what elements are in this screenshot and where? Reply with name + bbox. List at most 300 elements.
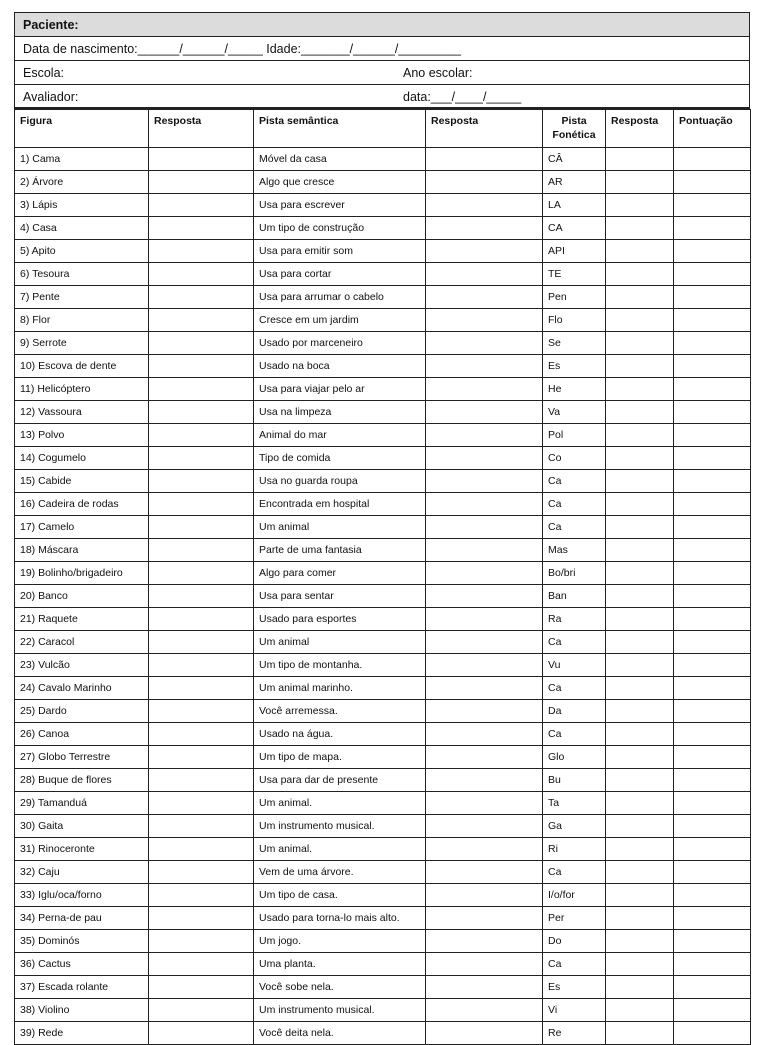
figure-cell: 39) Rede bbox=[15, 1022, 149, 1045]
semantic-cue-cell: Usado por marceneiro bbox=[254, 332, 426, 355]
table-row bbox=[15, 746, 751, 769]
response-2-cell[interactable] bbox=[426, 516, 543, 539]
semantic-cue-cell: Cresce em um jardim bbox=[254, 309, 426, 332]
semantic-cue-cell: Tipo de comida bbox=[254, 447, 426, 470]
response-1-cell[interactable] bbox=[149, 194, 254, 217]
response-2-cell[interactable] bbox=[426, 378, 543, 401]
response-1-cell[interactable] bbox=[149, 401, 254, 424]
patient-label: Paciente: bbox=[23, 18, 79, 32]
semantic-cue-cell: Um tipo de casa. bbox=[254, 884, 426, 907]
response-2-cell[interactable] bbox=[426, 447, 543, 470]
semantic-cue-cell: Encontrada em hospital bbox=[254, 493, 426, 516]
phonetic-cue-cell: Ga bbox=[543, 815, 606, 838]
figure-cell: 2) Árvore bbox=[15, 171, 149, 194]
response-2-cell[interactable] bbox=[426, 769, 543, 792]
response-1-cell[interactable] bbox=[149, 539, 254, 562]
response-2-cell[interactable] bbox=[426, 240, 543, 263]
semantic-cue-cell: Um instrumento musical. bbox=[254, 815, 426, 838]
response-2-cell[interactable] bbox=[426, 608, 543, 631]
response-3-cell[interactable] bbox=[606, 907, 674, 930]
semantic-cue-cell: Usa para dar de presente bbox=[254, 769, 426, 792]
table-row bbox=[15, 447, 751, 470]
phonetic-cue-cell: Ca bbox=[543, 631, 606, 654]
response-1-cell[interactable] bbox=[149, 585, 254, 608]
response-2-cell[interactable] bbox=[426, 148, 543, 171]
score-cell[interactable] bbox=[674, 516, 751, 539]
phonetic-cue-cell: Se bbox=[543, 332, 606, 355]
naming-test-table bbox=[14, 109, 751, 1045]
school-label: Escola: bbox=[23, 66, 64, 80]
response-3-cell[interactable] bbox=[606, 171, 674, 194]
figure-cell: 15) Cabide bbox=[15, 470, 149, 493]
table-row bbox=[15, 493, 751, 516]
response-2-cell[interactable] bbox=[426, 401, 543, 424]
school-year-label: Ano escolar: bbox=[403, 66, 473, 80]
response-3-cell[interactable] bbox=[606, 884, 674, 907]
figure-cell: 21) Raquete bbox=[15, 608, 149, 631]
phonetic-cue-cell: Es bbox=[543, 976, 606, 999]
semantic-cue-cell: Você deita nela. bbox=[254, 1022, 426, 1045]
response-3-cell[interactable] bbox=[606, 194, 674, 217]
response-1-cell[interactable] bbox=[149, 171, 254, 194]
response-3-cell[interactable] bbox=[606, 769, 674, 792]
score-cell[interactable] bbox=[674, 171, 751, 194]
score-cell[interactable] bbox=[674, 907, 751, 930]
phonetic-cue-cell: Co bbox=[543, 447, 606, 470]
score-cell[interactable] bbox=[674, 631, 751, 654]
figure-cell: 16) Cadeira de rodas bbox=[15, 493, 149, 516]
response-2-cell[interactable] bbox=[426, 585, 543, 608]
birthdate-row bbox=[15, 37, 749, 61]
phonetic-cue-cell: API bbox=[543, 240, 606, 263]
table-row bbox=[15, 585, 751, 608]
response-3-cell[interactable] bbox=[606, 516, 674, 539]
score-cell[interactable] bbox=[674, 355, 751, 378]
date-label: data:___/____/_____ bbox=[403, 90, 522, 104]
semantic-cue-cell: Usa na limpeza bbox=[254, 401, 426, 424]
score-cell[interactable] bbox=[674, 930, 751, 953]
semantic-cue-cell: Um animal bbox=[254, 631, 426, 654]
response-3-cell[interactable] bbox=[606, 401, 674, 424]
score-cell[interactable] bbox=[674, 286, 751, 309]
table-row bbox=[15, 769, 751, 792]
response-1-cell[interactable] bbox=[149, 723, 254, 746]
table-row bbox=[15, 309, 751, 332]
response-1-cell[interactable] bbox=[149, 700, 254, 723]
table-row bbox=[15, 976, 751, 999]
response-2-cell[interactable] bbox=[426, 930, 543, 953]
figure-cell: 27) Globo Terrestre bbox=[15, 746, 149, 769]
semantic-cue-cell: Usa no guarda roupa bbox=[254, 470, 426, 493]
response-3-cell[interactable] bbox=[606, 447, 674, 470]
col-header-response-3: Resposta bbox=[606, 110, 674, 148]
figure-cell: 26) Canoa bbox=[15, 723, 149, 746]
response-1-cell[interactable] bbox=[149, 769, 254, 792]
figure-cell: 4) Casa bbox=[15, 217, 149, 240]
score-cell[interactable] bbox=[674, 654, 751, 677]
semantic-cue-cell: Uma planta. bbox=[254, 953, 426, 976]
response-1-cell[interactable] bbox=[149, 424, 254, 447]
semantic-cue-cell: Usado para torna-lo mais alto. bbox=[254, 907, 426, 930]
score-cell[interactable] bbox=[674, 1022, 751, 1045]
col-header-figure: Figura bbox=[15, 110, 149, 148]
figure-cell: 34) Perna-de pau bbox=[15, 907, 149, 930]
table-row bbox=[15, 263, 751, 286]
response-2-cell[interactable] bbox=[426, 332, 543, 355]
score-cell[interactable] bbox=[674, 999, 751, 1022]
response-3-cell[interactable] bbox=[606, 999, 674, 1022]
table-row bbox=[15, 930, 751, 953]
score-cell[interactable] bbox=[674, 746, 751, 769]
phonetic-cue-cell: Mas bbox=[543, 539, 606, 562]
response-2-cell[interactable] bbox=[426, 999, 543, 1022]
response-1-cell[interactable] bbox=[149, 470, 254, 493]
response-3-cell[interactable] bbox=[606, 930, 674, 953]
response-2-cell[interactable] bbox=[426, 677, 543, 700]
response-2-cell[interactable] bbox=[426, 976, 543, 999]
response-2-cell[interactable] bbox=[426, 815, 543, 838]
response-1-cell[interactable] bbox=[149, 263, 254, 286]
response-1-cell[interactable] bbox=[149, 792, 254, 815]
phonetic-cue-cell: Ca bbox=[543, 516, 606, 539]
response-1-cell[interactable] bbox=[149, 884, 254, 907]
response-2-cell[interactable] bbox=[426, 217, 543, 240]
score-cell[interactable] bbox=[674, 470, 751, 493]
figure-cell: 12) Vassoura bbox=[15, 401, 149, 424]
response-1-cell[interactable] bbox=[149, 654, 254, 677]
table-row bbox=[15, 884, 751, 907]
figure-cell: 31) Rinoceronte bbox=[15, 838, 149, 861]
phonetic-cue-cell: TE bbox=[543, 263, 606, 286]
table-row bbox=[15, 723, 751, 746]
response-3-cell[interactable] bbox=[606, 815, 674, 838]
response-3-cell[interactable] bbox=[606, 861, 674, 884]
figure-cell: 30) Gaita bbox=[15, 815, 149, 838]
evaluator-label: Avaliador: bbox=[23, 90, 79, 104]
figure-cell: 35) Dominós bbox=[15, 930, 149, 953]
score-cell[interactable] bbox=[674, 148, 751, 171]
table-row bbox=[15, 861, 751, 884]
response-3-cell[interactable] bbox=[606, 562, 674, 585]
score-cell[interactable] bbox=[674, 378, 751, 401]
response-2-cell[interactable] bbox=[426, 723, 543, 746]
response-1-cell[interactable] bbox=[149, 1022, 254, 1045]
response-3-cell[interactable] bbox=[606, 332, 674, 355]
figure-cell: 38) Violino bbox=[15, 999, 149, 1022]
table-row bbox=[15, 792, 751, 815]
response-2-cell[interactable] bbox=[426, 355, 543, 378]
score-cell[interactable] bbox=[674, 884, 751, 907]
semantic-cue-cell: Um tipo de mapa. bbox=[254, 746, 426, 769]
figure-cell: 28) Buque de flores bbox=[15, 769, 149, 792]
score-cell[interactable] bbox=[674, 194, 751, 217]
response-2-cell[interactable] bbox=[426, 309, 543, 332]
phonetic-cue-cell: I/o/for bbox=[543, 884, 606, 907]
score-cell[interactable] bbox=[674, 700, 751, 723]
score-cell[interactable] bbox=[674, 677, 751, 700]
score-cell[interactable] bbox=[674, 723, 751, 746]
response-3-cell[interactable] bbox=[606, 309, 674, 332]
response-2-cell[interactable] bbox=[426, 263, 543, 286]
response-3-cell[interactable] bbox=[606, 746, 674, 769]
table-row bbox=[15, 148, 751, 171]
score-cell[interactable] bbox=[674, 447, 751, 470]
response-1-cell[interactable] bbox=[149, 746, 254, 769]
semantic-cue-cell: Você sobe nela. bbox=[254, 976, 426, 999]
response-1-cell[interactable] bbox=[149, 608, 254, 631]
response-2-cell[interactable] bbox=[426, 746, 543, 769]
score-cell[interactable] bbox=[674, 608, 751, 631]
response-3-cell[interactable] bbox=[606, 286, 674, 309]
response-3-cell[interactable] bbox=[606, 263, 674, 286]
response-2-cell[interactable] bbox=[426, 539, 543, 562]
phonetic-cue-cell: Glo bbox=[543, 746, 606, 769]
table-row bbox=[15, 700, 751, 723]
response-3-cell[interactable] bbox=[606, 240, 674, 263]
response-3-cell[interactable] bbox=[606, 677, 674, 700]
response-3-cell[interactable] bbox=[606, 723, 674, 746]
score-cell[interactable] bbox=[674, 976, 751, 999]
semantic-cue-cell: Um tipo de montanha. bbox=[254, 654, 426, 677]
phonetic-cue-cell: Vu bbox=[543, 654, 606, 677]
score-cell[interactable] bbox=[674, 240, 751, 263]
phonetic-cue-cell: Es bbox=[543, 355, 606, 378]
response-3-cell[interactable] bbox=[606, 585, 674, 608]
response-3-cell[interactable] bbox=[606, 838, 674, 861]
semantic-cue-cell: Um animal. bbox=[254, 792, 426, 815]
score-cell[interactable] bbox=[674, 263, 751, 286]
response-1-cell[interactable] bbox=[149, 861, 254, 884]
semantic-cue-cell: Usa para escrever bbox=[254, 194, 426, 217]
semantic-cue-cell: Vem de uma árvore. bbox=[254, 861, 426, 884]
response-1-cell[interactable] bbox=[149, 562, 254, 585]
response-3-cell[interactable] bbox=[606, 792, 674, 815]
figure-cell: 13) Polvo bbox=[15, 424, 149, 447]
table-row bbox=[15, 1022, 751, 1045]
response-3-cell[interactable] bbox=[606, 424, 674, 447]
score-cell[interactable] bbox=[674, 769, 751, 792]
response-2-cell[interactable] bbox=[426, 171, 543, 194]
score-cell[interactable] bbox=[674, 953, 751, 976]
response-2-cell[interactable] bbox=[426, 1022, 543, 1045]
response-2-cell[interactable] bbox=[426, 953, 543, 976]
response-3-cell[interactable] bbox=[606, 608, 674, 631]
table-row bbox=[15, 355, 751, 378]
phonetic-cue-cell: Ra bbox=[543, 608, 606, 631]
response-3-cell[interactable] bbox=[606, 493, 674, 516]
semantic-cue-cell: Usado na água. bbox=[254, 723, 426, 746]
response-1-cell[interactable] bbox=[149, 309, 254, 332]
score-cell[interactable] bbox=[674, 493, 751, 516]
col-header-phonetic-cue: Pista Fonética bbox=[543, 110, 606, 148]
figure-cell: 37) Escada rolante bbox=[15, 976, 149, 999]
response-3-cell[interactable] bbox=[606, 631, 674, 654]
score-cell[interactable] bbox=[674, 815, 751, 838]
figure-cell: 29) Tamanduá bbox=[15, 792, 149, 815]
response-1-cell[interactable] bbox=[149, 631, 254, 654]
score-cell[interactable] bbox=[674, 217, 751, 240]
table-row bbox=[15, 424, 751, 447]
table-row bbox=[15, 562, 751, 585]
score-cell[interactable] bbox=[674, 838, 751, 861]
phonetic-cue-cell: Ca bbox=[543, 493, 606, 516]
figure-cell: 17) Camelo bbox=[15, 516, 149, 539]
response-3-cell[interactable] bbox=[606, 1022, 674, 1045]
response-1-cell[interactable] bbox=[149, 447, 254, 470]
response-2-cell[interactable] bbox=[426, 286, 543, 309]
response-3-cell[interactable] bbox=[606, 355, 674, 378]
response-1-cell[interactable] bbox=[149, 378, 254, 401]
phonetic-cue-cell: Ca bbox=[543, 861, 606, 884]
figure-cell: 5) Apito bbox=[15, 240, 149, 263]
semantic-cue-cell: Usado na boca bbox=[254, 355, 426, 378]
response-1-cell[interactable] bbox=[149, 332, 254, 355]
response-2-cell[interactable] bbox=[426, 424, 543, 447]
semantic-cue-cell: Usa para arrumar o cabelo bbox=[254, 286, 426, 309]
table-row bbox=[15, 953, 751, 976]
table-row bbox=[15, 470, 751, 493]
table-body bbox=[15, 148, 751, 1045]
response-1-cell[interactable] bbox=[149, 999, 254, 1022]
table-row bbox=[15, 240, 751, 263]
response-1-cell[interactable] bbox=[149, 930, 254, 953]
phonetic-cue-cell: LA bbox=[543, 194, 606, 217]
figure-cell: 9) Serrote bbox=[15, 332, 149, 355]
response-2-cell[interactable] bbox=[426, 838, 543, 861]
score-cell[interactable] bbox=[674, 792, 751, 815]
table-row bbox=[15, 815, 751, 838]
response-1-cell[interactable] bbox=[149, 240, 254, 263]
figure-cell: 24) Cavalo Marinho bbox=[15, 677, 149, 700]
response-2-cell[interactable] bbox=[426, 861, 543, 884]
semantic-cue-cell: Um animal marinho. bbox=[254, 677, 426, 700]
response-3-cell[interactable] bbox=[606, 539, 674, 562]
response-3-cell[interactable] bbox=[606, 148, 674, 171]
response-3-cell[interactable] bbox=[606, 700, 674, 723]
response-2-cell[interactable] bbox=[426, 631, 543, 654]
phonetic-cue-cell: Vi bbox=[543, 999, 606, 1022]
col-header-semantic-cue: Pista semântica bbox=[254, 110, 426, 148]
phonetic-cue-cell: CA bbox=[543, 217, 606, 240]
response-1-cell[interactable] bbox=[149, 838, 254, 861]
response-3-cell[interactable] bbox=[606, 217, 674, 240]
table-header-row bbox=[15, 110, 751, 148]
response-3-cell[interactable] bbox=[606, 470, 674, 493]
score-cell[interactable] bbox=[674, 332, 751, 355]
table-row bbox=[15, 516, 751, 539]
response-1-cell[interactable] bbox=[149, 286, 254, 309]
table-row bbox=[15, 999, 751, 1022]
phonetic-cue-cell: Do bbox=[543, 930, 606, 953]
response-3-cell[interactable] bbox=[606, 654, 674, 677]
response-2-cell[interactable] bbox=[426, 562, 543, 585]
table-row bbox=[15, 539, 751, 562]
response-2-cell[interactable] bbox=[426, 792, 543, 815]
figure-cell: 3) Lápis bbox=[15, 194, 149, 217]
response-1-cell[interactable] bbox=[149, 355, 254, 378]
semantic-cue-cell: Usa para sentar bbox=[254, 585, 426, 608]
phonetic-cue-cell: He bbox=[543, 378, 606, 401]
figure-cell: 32) Caju bbox=[15, 861, 149, 884]
score-cell[interactable] bbox=[674, 539, 751, 562]
response-2-cell[interactable] bbox=[426, 493, 543, 516]
score-cell[interactable] bbox=[674, 562, 751, 585]
response-2-cell[interactable] bbox=[426, 470, 543, 493]
table-row bbox=[15, 332, 751, 355]
figure-cell: 8) Flor bbox=[15, 309, 149, 332]
response-1-cell[interactable] bbox=[149, 953, 254, 976]
semantic-cue-cell: Um instrumento musical. bbox=[254, 999, 426, 1022]
table-row bbox=[15, 286, 751, 309]
response-1-cell[interactable] bbox=[149, 148, 254, 171]
table-row bbox=[15, 217, 751, 240]
figure-cell: 1) Cama bbox=[15, 148, 149, 171]
col-header-score: Pontuação bbox=[674, 110, 751, 148]
figure-cell: 7) Pente bbox=[15, 286, 149, 309]
semantic-cue-cell: Usa para emitir som bbox=[254, 240, 426, 263]
response-3-cell[interactable] bbox=[606, 378, 674, 401]
col-header-response-2: Resposta bbox=[426, 110, 543, 148]
score-cell[interactable] bbox=[674, 401, 751, 424]
evaluator-row bbox=[15, 85, 749, 109]
response-1-cell[interactable] bbox=[149, 815, 254, 838]
table-row bbox=[15, 194, 751, 217]
phonetic-cue-cell: Ri bbox=[543, 838, 606, 861]
response-2-cell[interactable] bbox=[426, 194, 543, 217]
figure-cell: 36) Cactus bbox=[15, 953, 149, 976]
semantic-cue-cell: Parte de uma fantasia bbox=[254, 539, 426, 562]
score-cell[interactable] bbox=[674, 309, 751, 332]
table-row bbox=[15, 631, 751, 654]
score-cell[interactable] bbox=[674, 861, 751, 884]
evaluation-sheet bbox=[14, 12, 750, 1045]
figure-cell: 14) Cogumelo bbox=[15, 447, 149, 470]
semantic-cue-cell: Móvel da casa bbox=[254, 148, 426, 171]
score-cell[interactable] bbox=[674, 424, 751, 447]
birthdate-label: Data de nascimento:______/______/_____ Idade:_______/______/_________ bbox=[23, 42, 461, 56]
score-cell[interactable] bbox=[674, 585, 751, 608]
response-1-cell[interactable] bbox=[149, 907, 254, 930]
response-2-cell[interactable] bbox=[426, 907, 543, 930]
response-3-cell[interactable] bbox=[606, 976, 674, 999]
phonetic-cue-cell: Bo/bri bbox=[543, 562, 606, 585]
phonetic-cue-cell: Bu bbox=[543, 769, 606, 792]
response-1-cell[interactable] bbox=[149, 217, 254, 240]
response-1-cell[interactable] bbox=[149, 516, 254, 539]
response-1-cell[interactable] bbox=[149, 677, 254, 700]
figure-cell: 6) Tesoura bbox=[15, 263, 149, 286]
figure-cell: 19) Bolinho/brigadeiro bbox=[15, 562, 149, 585]
response-2-cell[interactable] bbox=[426, 654, 543, 677]
patient-row bbox=[15, 13, 749, 37]
semantic-cue-cell: Um tipo de construção bbox=[254, 217, 426, 240]
response-2-cell[interactable] bbox=[426, 700, 543, 723]
response-1-cell[interactable] bbox=[149, 493, 254, 516]
table-row bbox=[15, 378, 751, 401]
table-row bbox=[15, 608, 751, 631]
response-1-cell[interactable] bbox=[149, 976, 254, 999]
response-3-cell[interactable] bbox=[606, 953, 674, 976]
table-row bbox=[15, 907, 751, 930]
phonetic-cue-cell: Pen bbox=[543, 286, 606, 309]
figure-cell: 10) Escova de dente bbox=[15, 355, 149, 378]
semantic-cue-cell: Animal do mar bbox=[254, 424, 426, 447]
response-2-cell[interactable] bbox=[426, 884, 543, 907]
phonetic-cue-cell: Ca bbox=[543, 953, 606, 976]
semantic-cue-cell: Usado para esportes bbox=[254, 608, 426, 631]
table-row bbox=[15, 654, 751, 677]
table-row bbox=[15, 171, 751, 194]
